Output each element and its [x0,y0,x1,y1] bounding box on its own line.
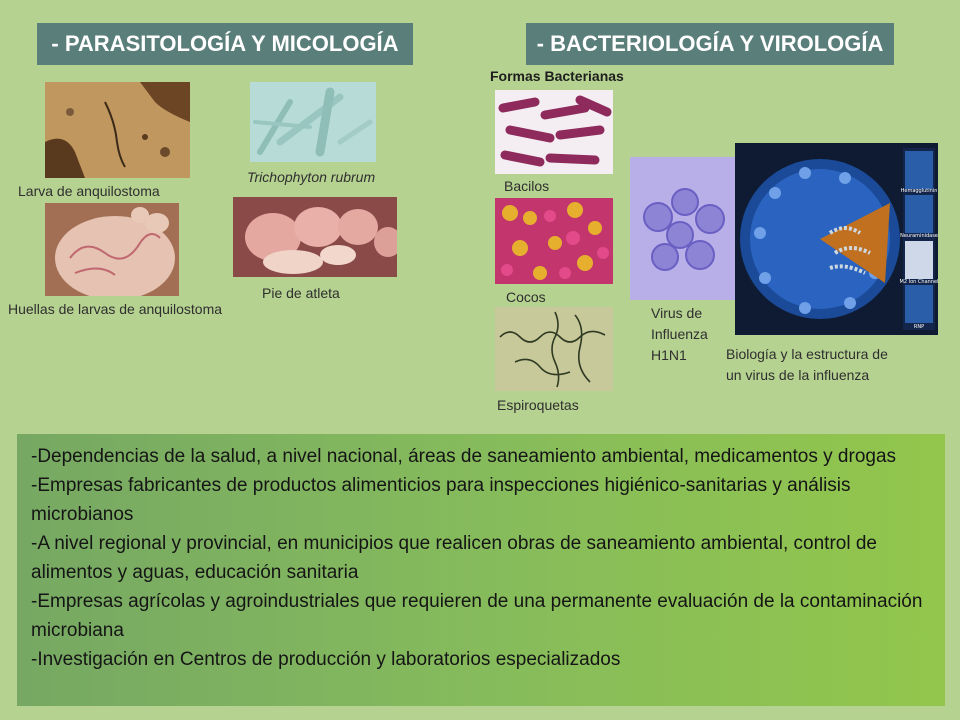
bullet-4: -Empresas agrícolas y agroindustriales que requieren de una permanente evaluación de la contaminación microbiana [31,591,923,641]
virus-h1n1-image [630,157,742,300]
caption-bacilos: Bacilos [504,178,550,194]
bacilos-image [495,90,613,174]
bullet-5: -Investigación en Centros de producción y laboratorios especializados [31,649,621,670]
pie-atleta-image [233,197,397,277]
caption-pie-atleta: Pie de atleta [262,285,340,301]
applications-text-box [17,434,945,706]
header-bacteriologia: - BACTERIOLOGÍA Y VIROLOGÍA [526,23,894,65]
caption-formas-bacterianas: Formas Bacterianas [490,68,624,84]
panel-label-1: Hemagglutinin [900,188,938,194]
trichophyton-image [250,82,376,162]
cocos-image [495,198,613,284]
panel-label-4: RNP [913,324,925,330]
huellas-image [45,203,179,296]
caption-larva: Larva de anquilostoma [18,183,160,199]
espiroquetas-image [495,307,613,391]
bullet-2: -Empresas fabricantes de productos alimenticios para inspecciones higiénico-sanitarias y análisis microbianos [31,475,851,525]
caption-huellas: Huellas de larvas de anquilostoma [8,301,223,317]
caption-espiroquetas: Espiroquetas [497,397,579,413]
panel-label-3: M2 Ion Channel [899,279,938,285]
caption-virus-h1n1 [651,303,708,366]
caption-biologia [726,344,888,386]
caption-biologia-line-1: Biología y la estructura de [726,346,888,362]
caption-biologia-line-2: un virus de la influenza [726,367,870,383]
caption-cocos: Cocos [506,289,546,305]
bullet-1: -Dependencias de la salud, a nivel nacional, áreas de saneamiento ambiental, medicamentos y drogas [31,446,897,467]
panel-label-2: Neuraminidase [900,233,938,239]
larva-image [45,82,190,178]
bullet-3: -A nivel regional y provincial, en municipios que realicen obras de saneamiento ambiental, control de alimentos y aguas, educación sanitaria [31,533,877,583]
caption-virus-line-1: Virus de [651,305,703,321]
influenza-structure-image [735,143,938,335]
caption-virus-line-2: Influenza [651,326,708,342]
header-parasitologia: - PARASITOLOGÍA Y MICOLOGÍA [37,23,413,65]
caption-trichophyton: Trichophyton rubrum [247,169,376,185]
caption-virus-line-3: H1N1 [651,347,687,363]
